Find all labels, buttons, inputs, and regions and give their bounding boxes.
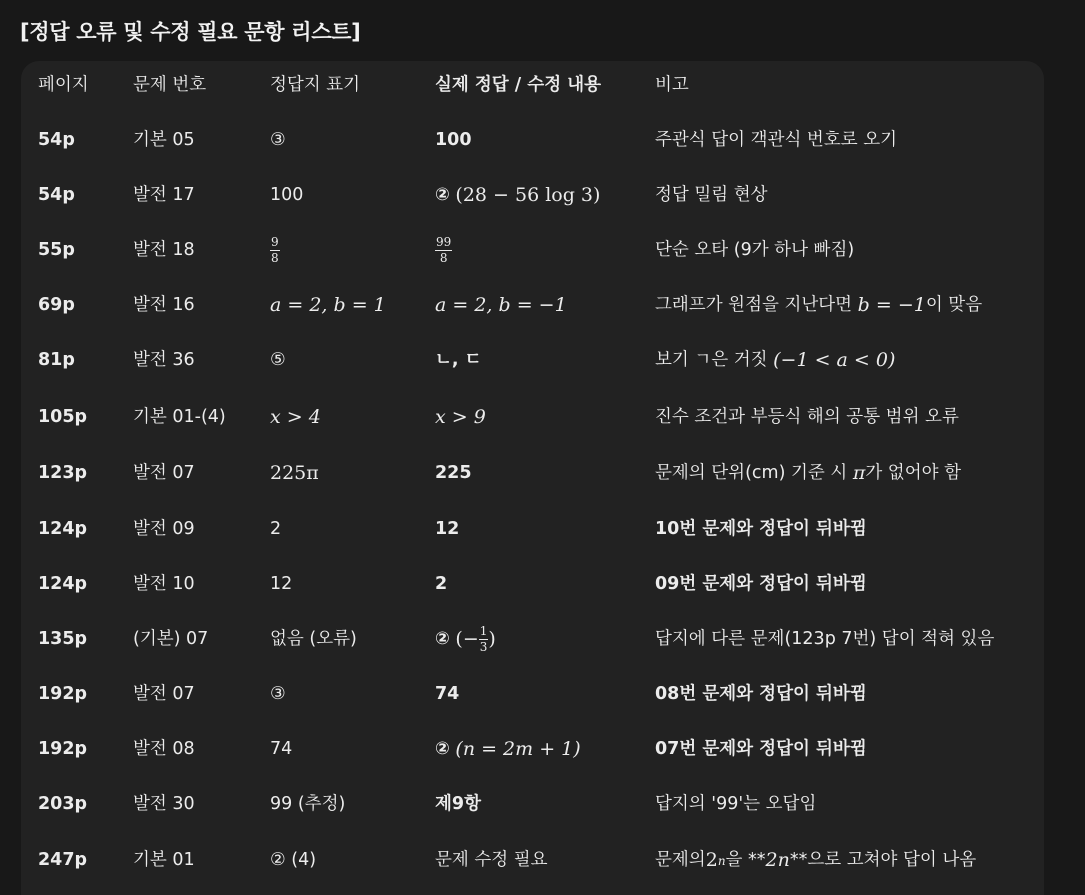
page-title: [정답 오류 및 수정 필요 문항 리스트]: [20, 20, 361, 44]
problem-cell: (기본) 07: [133, 628, 209, 649]
actual-answer-cell: 문제 수정 필요: [435, 849, 548, 870]
table-row: [21, 667, 1044, 722]
table-row: [21, 446, 1044, 501]
table-row: [21, 113, 1044, 168]
table-row: [21, 390, 1044, 445]
listed-answer-cell: 없음 (오류): [270, 628, 357, 649]
page-cell: 54p: [38, 184, 75, 205]
choice-marker: ②: [435, 738, 450, 759]
table-header-row: [21, 61, 1044, 111]
problem-cell: 발전 30: [133, 793, 195, 814]
listed-answer-cell: 2: [270, 518, 282, 539]
actual-answer-cell: [435, 168, 600, 223]
note-cell: 답지에 다른 문제(123p 7번) 답이 적혀 있음: [655, 628, 995, 649]
actual-answer-cell: 100: [435, 129, 472, 150]
choice-marker: ②: [435, 628, 450, 649]
actual-answer-cell: 225: [435, 462, 472, 483]
actual-answer-cell: x > 9: [435, 406, 486, 428]
page-cell: 124p: [38, 518, 88, 539]
actual-answer-cell: [435, 223, 452, 278]
listed-answer-cell: ③: [270, 683, 286, 704]
note-cell: 10번 문제와 정답이 뒤바뀜: [655, 518, 867, 539]
problem-cell: 발전 07: [133, 683, 195, 704]
table-row: [21, 168, 1044, 223]
page-cell: 124p: [38, 573, 88, 594]
listed-answer-cell: a = 2, b = 1: [270, 294, 386, 316]
math-expression: π: [852, 462, 866, 484]
math-expression: (−1 < a < 0): [773, 349, 896, 371]
column-header-page: 페이지: [38, 75, 89, 96]
problem-cell: 발전 08: [133, 738, 195, 759]
math-expression: (n = 2m + 1): [455, 738, 581, 760]
choice-marker: ②: [435, 184, 450, 205]
listed-answer-cell: [270, 223, 280, 278]
listed-answer-cell: 99 (추정): [270, 793, 346, 814]
errata-table: [21, 61, 1044, 895]
page-cell: 135p: [38, 628, 88, 649]
actual-answer-cell: [435, 722, 581, 777]
note-cell: 그래프가 원점을 지난다면 b = −1 이 맞음: [655, 294, 983, 316]
note-cell: 보기 ㄱ은 거짓 (−1 < a < 0): [655, 349, 896, 371]
actual-answer-cell: ② (− $\frac{1}{3}$ ): [435, 624, 496, 654]
math-expression: (28 − 56 log 3): [455, 184, 601, 206]
table-row: [21, 502, 1044, 557]
listed-answer-cell: ② (4): [270, 849, 317, 870]
actual-answer-cell: 74: [435, 683, 460, 704]
listed-answer-cell: 100: [270, 184, 304, 205]
fraction: $\frac{1}{3}$: [479, 624, 488, 654]
problem-cell: 기본 01-(4): [133, 406, 226, 427]
actual-answer-cell: 제9항: [435, 793, 481, 814]
fraction: $\frac{99}{8}$: [436, 235, 452, 265]
note-cell: 진수 조건과 부등식 해의 공통 범위 오류: [655, 406, 959, 427]
note-cell: 08번 문제와 정답이 뒤바뀜: [655, 683, 867, 704]
note-cell: 정답 밀림 현상: [655, 184, 768, 205]
problem-cell: 발전 07: [133, 462, 195, 483]
note-cell: 문제의 단위(cm) 기준 시 π 가 없어야 함: [655, 462, 961, 484]
listed-answer-cell: ③: [270, 129, 286, 150]
listed-answer-cell: ⑤: [270, 349, 286, 370]
column-header-problem: 문제 번호: [133, 75, 207, 96]
page-cell: 247p: [38, 849, 88, 870]
listed-answer-cell: 225π: [270, 462, 319, 484]
table-row: [21, 722, 1044, 777]
note-cell: 답지의 '99'는 오답임: [655, 793, 817, 814]
math-expression: b = −1: [857, 294, 926, 316]
table-row: [21, 333, 1044, 388]
actual-answer-cell: a = 2, b = −1: [435, 294, 567, 316]
problem-cell: 발전 16: [133, 294, 195, 315]
note-cell: 07번 문제와 정답이 뒤바뀜: [655, 738, 867, 759]
problem-cell: 기본 05: [133, 129, 195, 150]
page-cell: 69p: [38, 294, 75, 315]
note-cell: 주관식 답이 객관식 번호로 오기: [655, 129, 898, 150]
table-row: [21, 612, 1044, 667]
table-row: [21, 833, 1044, 888]
page-cell: 54p: [38, 129, 75, 150]
problem-cell: 발전 09: [133, 518, 195, 539]
table-row: [21, 278, 1044, 333]
problem-cell: 기본 01: [133, 849, 195, 870]
table-row: [21, 223, 1044, 278]
table-row: [21, 777, 1044, 832]
note-cell: 문제의 2 n 을 ** 2n **으로 고쳐야 답이 나옴: [655, 849, 977, 871]
page-cell: 123p: [38, 462, 88, 483]
listed-answer-cell: 74: [270, 738, 293, 759]
problem-cell: 발전 10: [133, 573, 195, 594]
note-cell: 단순 오타 (9가 하나 빠짐): [655, 239, 855, 260]
page-cell: 105p: [38, 406, 88, 427]
column-header-note: 비고: [655, 75, 689, 96]
page-cell: 55p: [38, 239, 75, 260]
actual-answer-cell: 2: [435, 573, 448, 594]
listed-answer-cell: 12: [270, 573, 293, 594]
problem-cell: 발전 36: [133, 349, 195, 370]
listed-answer-cell: x > 4: [270, 406, 321, 428]
column-header-listed-answer: 정답지 표기: [270, 75, 361, 96]
fraction: $\frac{9}{8}$: [271, 235, 279, 265]
problem-cell: 발전 18: [133, 239, 195, 260]
column-header-actual-answer: 실제 정답 / 수정 내용: [435, 75, 602, 96]
actual-answer-cell: ㄴ, ㄷ: [435, 349, 482, 370]
page-cell: 81p: [38, 349, 75, 370]
table-row: [21, 557, 1044, 612]
page-cell: 192p: [38, 738, 88, 759]
page-cell: 192p: [38, 683, 88, 704]
actual-answer-cell: 12: [435, 518, 460, 539]
problem-cell: 발전 17: [133, 184, 195, 205]
page-cell: 203p: [38, 793, 88, 814]
note-cell: 09번 문제와 정답이 뒤바뀜: [655, 573, 867, 594]
